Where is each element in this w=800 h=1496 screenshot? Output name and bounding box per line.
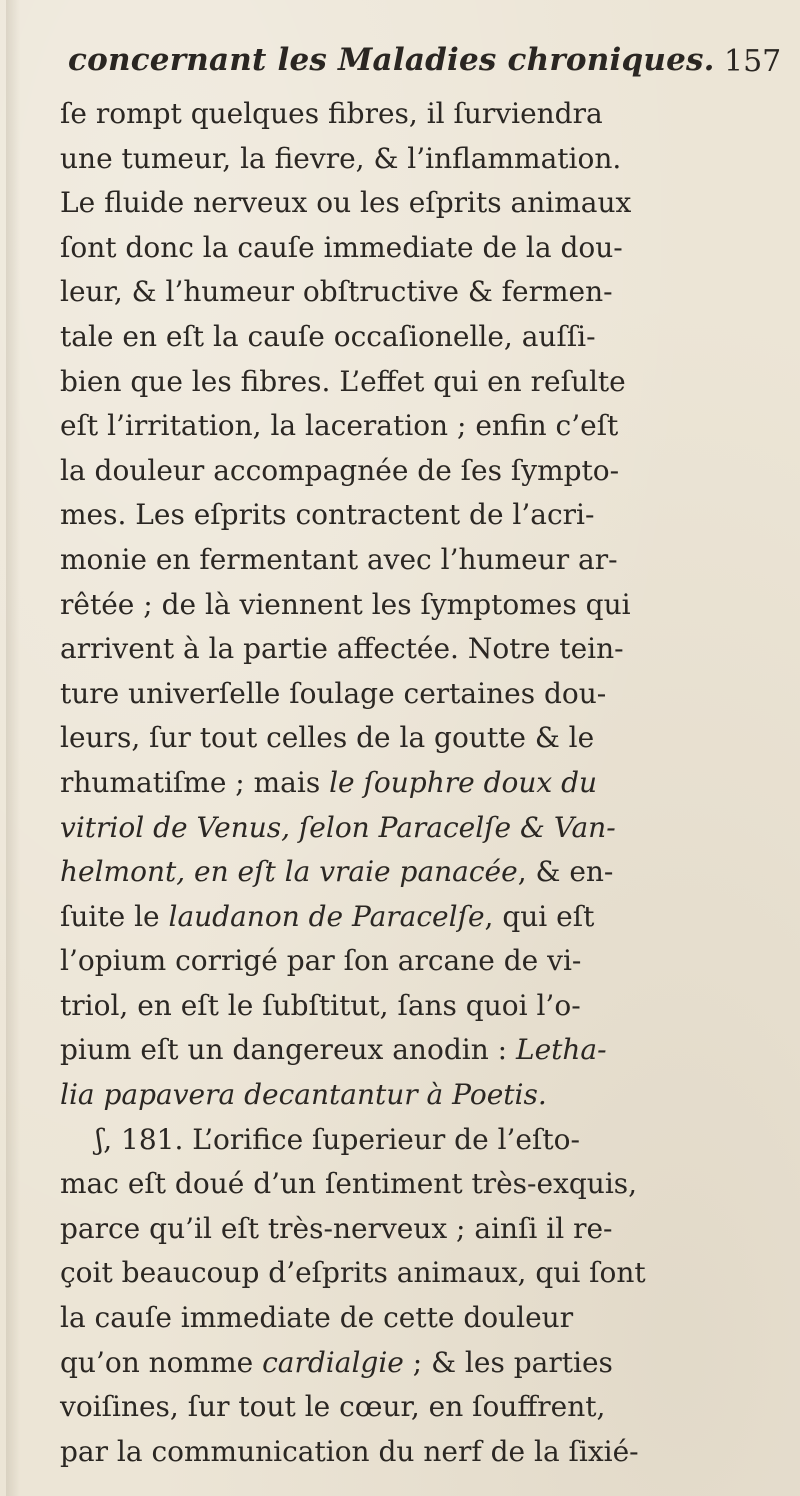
- text-line: [60, 1118, 780, 1163]
- italic-text-segment: helmont, en eſt la vraie panacée: [60, 855, 518, 889]
- text-line: [60, 1207, 780, 1252]
- text-segment: leur, & l’humeur obſtructive & fermen-: [60, 275, 613, 309]
- text-segment: la douleur accompagnée de ſes ſympto-: [60, 453, 620, 487]
- text-segment: çoit beaucoup d’eſprits animaux, qui ſont: [60, 1256, 646, 1290]
- text-line: [60, 583, 780, 628]
- text-segment: ſe rompt quelques fibres, il ſurviendra: [60, 97, 603, 130]
- page-gutter-shadow: [6, 0, 20, 1496]
- text-segment: l’opium corrigé par ſon arcane de vi-: [60, 944, 582, 978]
- text-segment: , qui eſt: [484, 899, 595, 933]
- text-line: [60, 92, 780, 137]
- italic-text-segment: Letha-: [515, 1033, 607, 1067]
- text-segment: tale en eſt la cauſe occaſionelle, auſſi-: [60, 319, 596, 353]
- text-segment: ſuite le: [60, 899, 169, 933]
- page-header: [0, 42, 800, 94]
- text-line: [60, 270, 780, 315]
- text-line: [60, 449, 780, 494]
- italic-text-segment: le ſouphre doux du: [329, 765, 598, 799]
- text-segment: triol, en eſt le ſubſtitut, ſans quoi l’o-: [60, 988, 581, 1022]
- text-segment: ſont donc la cauſe immediate de la dou-: [60, 230, 623, 264]
- text-segment: ; & les parties: [403, 1345, 613, 1379]
- italic-text-segment: lia papavera decantantur à Poetis.: [60, 1078, 547, 1112]
- text-segment: Le fluide nerveux ou les eſprits animaux: [60, 186, 632, 220]
- text-segment: mes. Les eſprits contractent de l’acri-: [60, 498, 595, 532]
- text-line: [60, 181, 780, 226]
- text-line: [60, 672, 780, 717]
- text-line: [60, 806, 780, 851]
- text-line: [60, 627, 780, 672]
- text-line: [60, 716, 780, 761]
- text-segment: rêtée ; de là viennent les ſymptomes qui: [60, 587, 631, 621]
- text-line: [60, 1341, 780, 1386]
- italic-text-segment: laudanon de Paracelſe: [168, 899, 485, 933]
- text-segment: ʃ, 181. L’orifice ſuperieur de l’eſto-: [60, 1122, 580, 1156]
- text-line: [60, 1296, 780, 1341]
- text-segment: eſt l’irritation, la laceration ; enfin c’eſt: [60, 409, 619, 443]
- page-number: 157: [724, 44, 782, 79]
- text-segment: la cauſe immediate de cette douleur: [60, 1301, 574, 1335]
- text-segment: voiſines, ſur tout le cœur, en ſouffrent,: [60, 1390, 606, 1424]
- text-line: [60, 538, 780, 583]
- text-line: [60, 137, 780, 182]
- text-segment: monie en fermentant avec l’humeur ar-: [60, 542, 618, 576]
- text-segment: pium eſt un dangereux anodin :: [60, 1033, 516, 1067]
- text-segment: parce qu’il eſt très-nerveux ; ainſi il re-: [60, 1211, 613, 1245]
- text-line: [60, 984, 780, 1029]
- text-line: [60, 850, 780, 895]
- text-line: [60, 1162, 780, 1207]
- text-segment: mac eſt doué d’un ſentiment très-exquis,: [60, 1167, 638, 1201]
- running-title: concernant les Maladies chroniques.: [68, 42, 715, 78]
- text-line: [60, 939, 780, 984]
- text-line: [60, 1430, 780, 1475]
- text-segment: par la communication du nerf de la ſixié-: [60, 1434, 639, 1468]
- text-line: [60, 226, 780, 271]
- text-line: [60, 761, 780, 806]
- text-line: [60, 1073, 780, 1118]
- text-line: [60, 1028, 780, 1073]
- text-line: [60, 360, 780, 405]
- text-segment: leurs, ſur tout celles de la goutte & le: [60, 721, 595, 755]
- text-segment: bien que les fibres. L’effet qui en reſulte: [60, 364, 626, 398]
- text-segment: rhumatiſme ; mais: [60, 765, 330, 799]
- text-line: [60, 1251, 780, 1296]
- body-text: [60, 92, 780, 1474]
- text-segment: ture univerſelle ſoulage certaines dou-: [60, 676, 607, 710]
- text-segment: arrivent à la partie affectée. Notre tein-: [60, 632, 624, 666]
- text-line: [60, 315, 780, 360]
- text-segment: une tumeur, la fievre, & l’inflammation.: [60, 141, 622, 175]
- text-line: [60, 1385, 780, 1430]
- text-line: [60, 895, 780, 940]
- italic-text-segment: vitriol de Venus, ſelon Paracelſe & Van-: [60, 810, 616, 844]
- text-line: [60, 493, 780, 538]
- text-line: [60, 404, 780, 449]
- italic-text-segment: cardialgie: [262, 1345, 404, 1379]
- text-segment: qu’on nomme: [60, 1345, 263, 1379]
- text-segment: , & en-: [517, 855, 614, 889]
